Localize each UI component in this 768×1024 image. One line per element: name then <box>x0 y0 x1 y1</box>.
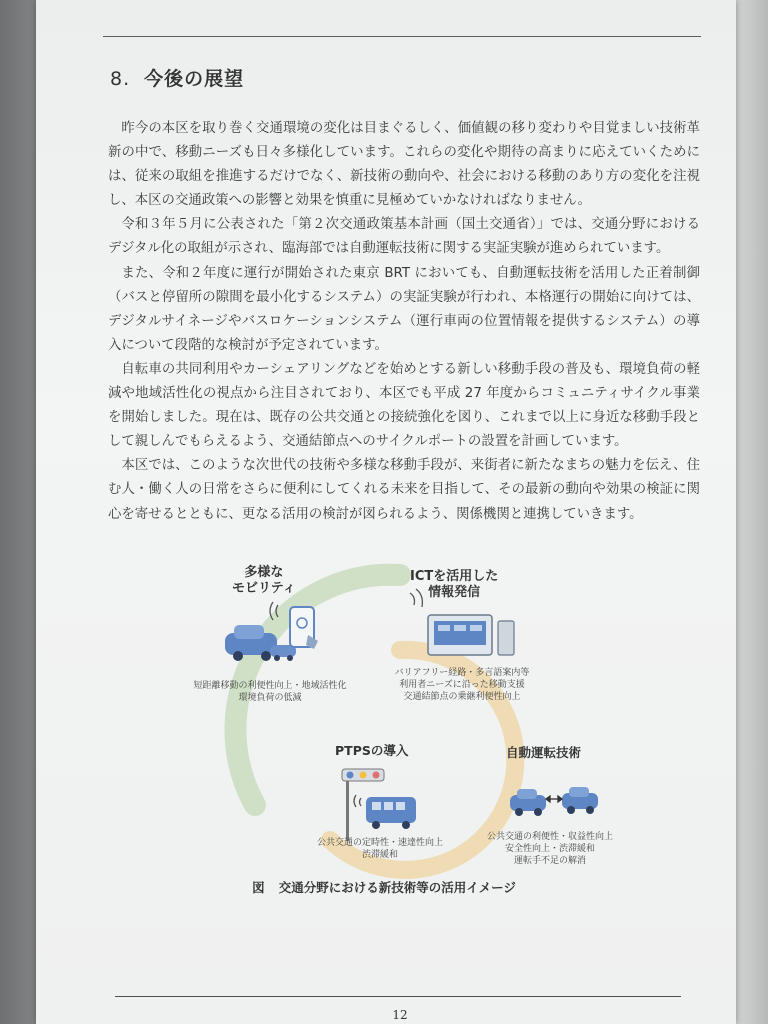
ptps-title: PTPSの導入 <box>335 743 409 758</box>
paragraph: 令和３年５月に公表された「第２次交通政策基本計画（国土交通省）」では、交通分野におけるデジタル化の取組が示され、臨海部では自動運転技術に関する実証実験が進められています。 <box>108 217 700 257</box>
ict-title: ICTを活用した 情報発信 <box>410 569 499 600</box>
ptps-description: 公共交通の定時性・速達性向上 渋滞緩和 <box>316 838 443 860</box>
figure-caption <box>0 878 768 896</box>
paragraph: また、令和２年度に運行が開始された東京 BRT においても、自動運転技術を活用した正着制御（バスと停留所の隙間を最小化するシステム）の実証実験が行われ、本格運行の開始に向けては、デジタルサイネージやバスロケーションシステム（運行車両の位置情報を提供するシステム）の導入について段階的な検討が予定されています。 <box>108 265 700 353</box>
paragraph: 本区では、このような次世代の技術や多様な移動手段が、来街者に新たなまちの魅力を伝え、住む人・働く人の日常をさらに便利にしてくれる未来を目指して、その最新の動向や効果の検証に関心を寄せるとともに、更なる活用の検討が図られるよう、関係機関と連携していきます。 <box>108 458 700 522</box>
figure-caption-text: 交通分野における新技術等の活用イメージ <box>278 880 516 895</box>
section-number: 8. <box>110 68 131 90</box>
autonomous-description: 公共交通の利便性・収益性向上 安全性向上・渋滞緩和 運転手不足の解消 <box>486 832 613 866</box>
header-rule <box>103 36 701 37</box>
mobility-description: 短距離移動の利便性向上・地域活性化 環境負荷の低減 <box>193 681 347 703</box>
paragraph: 昨今の本区を取り巻く交通環境の変化は目まぐるしく、価値観の移り変わりや目覚ましい技術革新の中で、移動ニーズも日々多様化しています。これらの変化や期待の高まりに応えていくためには、従来の取組を推進するだけでなく、新技術の動向や、社会における移動のあり方の変化を注視し、本区の交通政策への影響と効果を慎重に見極めていかなければなりません。 <box>108 121 700 209</box>
technology-figure <box>170 555 630 895</box>
body-text <box>108 117 700 527</box>
autonomous-car-icon <box>562 787 598 814</box>
figure-mark: 図 <box>252 880 265 895</box>
digital-signage-icon <box>428 615 514 655</box>
bus-icon <box>366 797 416 829</box>
section-heading <box>110 64 244 91</box>
mobility-title: 多様な モビリティ <box>232 565 296 596</box>
page-number: 12 <box>392 1008 408 1022</box>
footer-rule <box>115 996 681 997</box>
section-title: 今後の展望 <box>144 68 245 90</box>
ict-description: バリアフリー経路・多言語案内等 利用者ニーズに沿った移動支援 交通結節点の乗継利便性向上 <box>394 668 530 702</box>
paragraph: 自転車の共同利用やカーシェアリングなどを始めとする新しい移動手段の普及も、環境負荷の軽減や地域活性化の視点から注目されており、本区でも平成 27 年度からコミュニティサイクル事業を開始しました。現在は、既存の公共交通との接続強化を図り、これまで以上に身近な移動手段として親しんでもらえるよう、交通結節点へのサイクルポートの設置を計画しています。 <box>108 361 700 450</box>
distance-arrow-icon <box>546 796 562 802</box>
signal-waves-icon <box>354 795 361 807</box>
smartphone-icon <box>290 607 318 649</box>
autonomous-title: 自動運転技術 <box>506 745 582 760</box>
